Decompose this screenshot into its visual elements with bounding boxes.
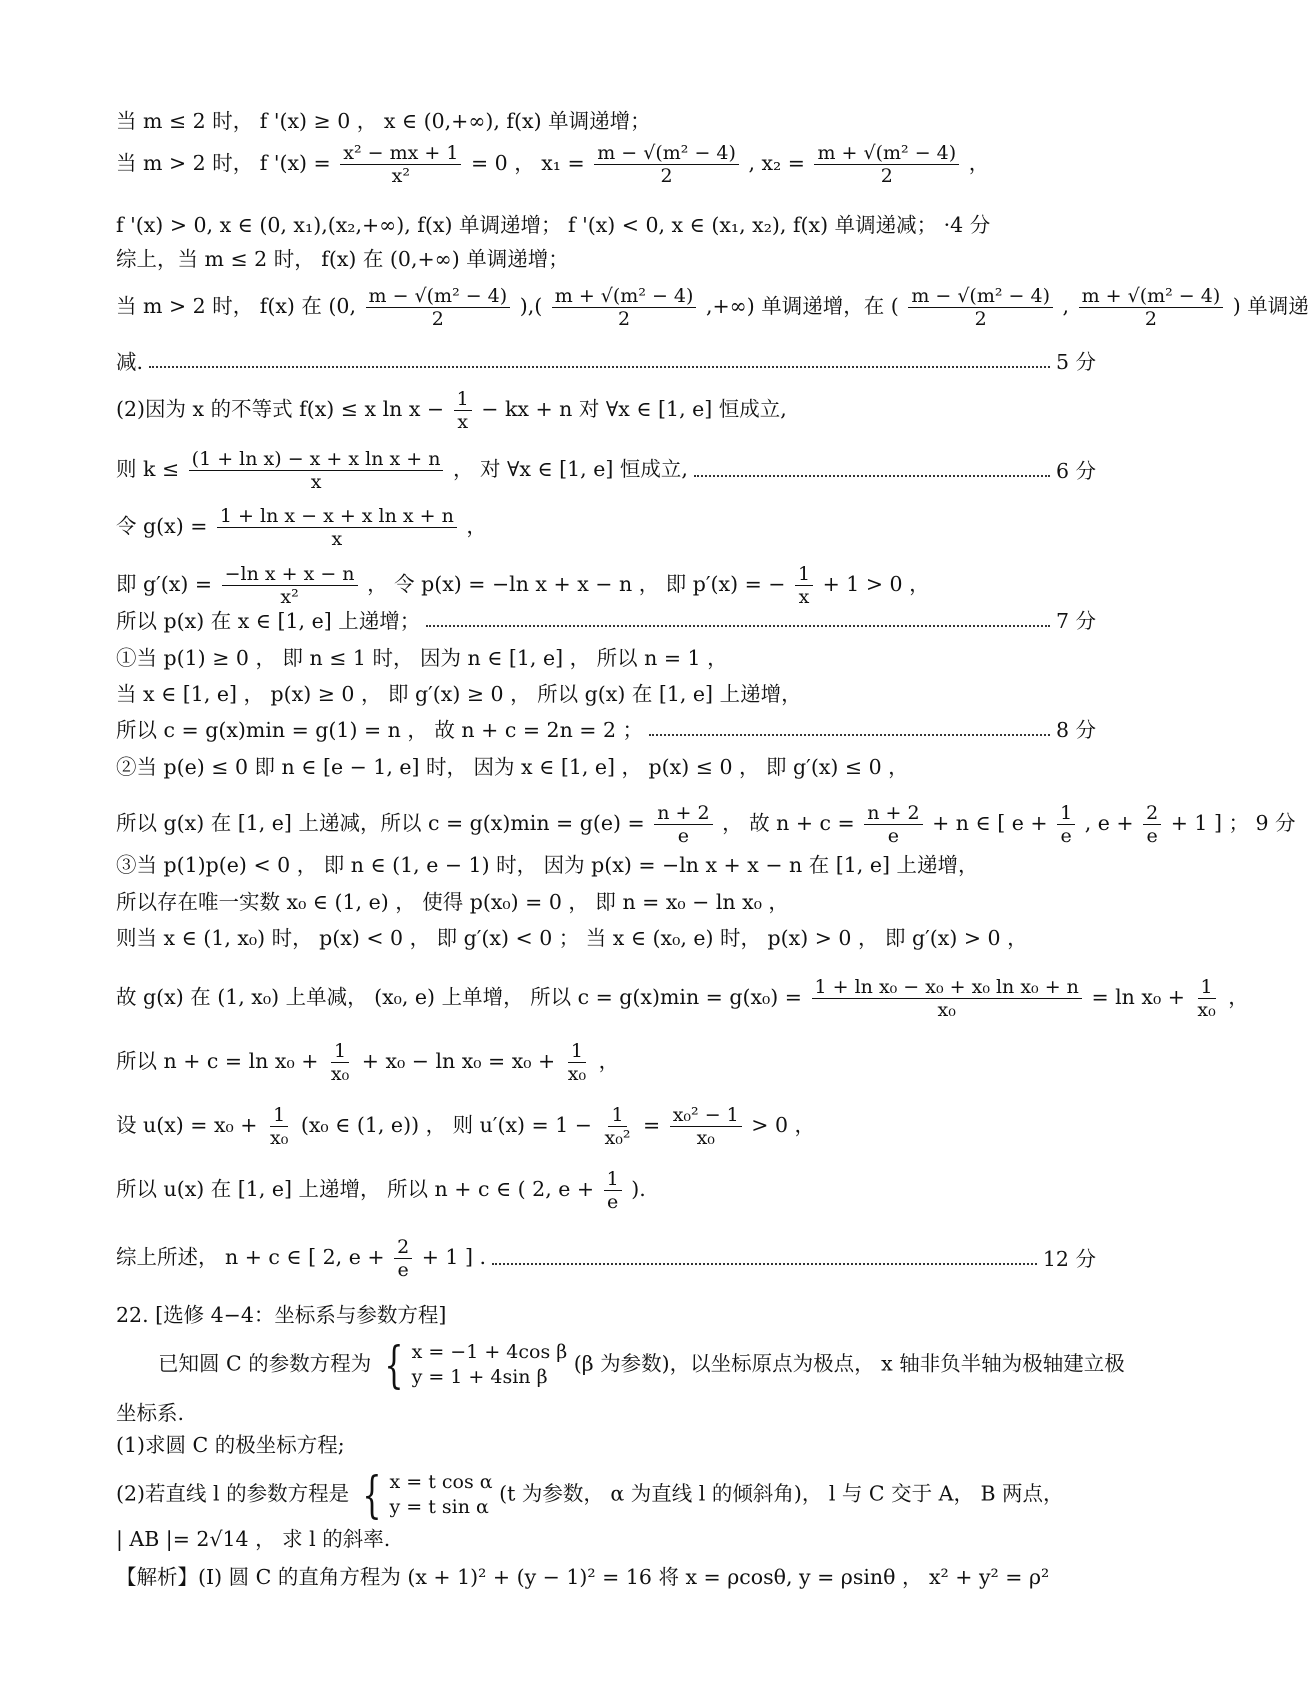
brace-icon: { bbox=[362, 1466, 382, 1524]
math-span bbox=[116, 1236, 486, 1281]
math-line bbox=[116, 563, 1096, 608]
math-line bbox=[116, 1466, 1096, 1524]
text-span: > 0 ， bbox=[751, 1113, 816, 1137]
text-line: ①当 p(1) ≥ 0 ， 即 n ≤ 1 时， 因为 n ∈ [1, e] ， 所以 n = 1 ， bbox=[116, 646, 728, 670]
fraction bbox=[814, 142, 959, 187]
denominator: x₀ bbox=[567, 1063, 587, 1085]
numerator: n + 2 bbox=[654, 802, 712, 825]
text-span: ),( bbox=[519, 294, 543, 318]
dot-leader bbox=[694, 475, 1050, 477]
numerator: 1 + ln x₀ − x₀ + x₀ ln x₀ + n bbox=[812, 976, 1082, 999]
dot-leader bbox=[492, 1263, 1037, 1265]
text-span: + n ∈ [ e + bbox=[932, 811, 1048, 835]
fraction bbox=[908, 285, 1053, 330]
text-span: (2)若直线 l 的参数方程是 bbox=[116, 1481, 350, 1506]
numerator: x² − mx + 1 bbox=[340, 142, 461, 165]
denominator: x₀ bbox=[270, 1127, 289, 1149]
math-line bbox=[158, 1336, 1138, 1394]
text-span: 所以 u(x) 在 [1, e] 上递增， 所以 n + c ∈ ( 2, e + bbox=[116, 1177, 595, 1201]
fraction bbox=[222, 563, 358, 608]
text-span: ， bbox=[598, 1049, 620, 1073]
text-span: (x₀ ∈ (1, e)) ， 则 u′(x) = 1 − bbox=[300, 1113, 592, 1137]
numerator: 1 bbox=[270, 1104, 288, 1127]
denominator: e bbox=[887, 825, 900, 847]
fraction bbox=[1057, 802, 1075, 847]
numerator: m + √(m² − 4) bbox=[1079, 285, 1224, 308]
text-span: 综上所述， n + c ∈ [ 2, e + bbox=[116, 1245, 385, 1269]
numerator: 2 bbox=[394, 1236, 412, 1259]
math-line bbox=[116, 142, 1096, 187]
system-rows bbox=[389, 1470, 492, 1520]
score-label: ·4 分 bbox=[943, 213, 991, 237]
denominator: x bbox=[798, 586, 810, 608]
text-line: | AB |= 2√14 ， 求 l 的斜率. bbox=[116, 1527, 391, 1551]
numerator: m − √(m² − 4) bbox=[908, 285, 1053, 308]
denominator: x₀² bbox=[604, 1127, 631, 1149]
numerator: 1 bbox=[604, 1168, 622, 1191]
text-span: = 0 ， x₁ = bbox=[470, 151, 585, 175]
text-span: 所以 n + c = ln x₀ + bbox=[116, 1049, 319, 1073]
text-span: 则 k ≤ bbox=[116, 457, 180, 481]
section-title: 22. [选修 4−4：坐标系与参数方程] bbox=[116, 1303, 447, 1327]
system-row: y = t sin α bbox=[389, 1496, 489, 1518]
numerator: 2 bbox=[1143, 802, 1161, 825]
fraction bbox=[454, 388, 472, 433]
fraction bbox=[670, 1104, 742, 1149]
denominator: x² bbox=[391, 165, 411, 187]
text-line: 坐标系. bbox=[116, 1401, 185, 1425]
fraction bbox=[795, 563, 813, 608]
text-line: 则当 x ∈ (1, x₀) 时， p(x) < 0 ， 即 g′(x) < 0 ； 当 x ∈ (x₀, e) 时， p(x) > 0 ， 即 g′(x) > 0 ， bbox=[116, 926, 1028, 950]
text-span: ). bbox=[631, 1177, 646, 1201]
denominator: x bbox=[310, 471, 322, 493]
denominator: x₀ bbox=[330, 1063, 350, 1085]
text-span: + 1 ] ； 9 分 bbox=[1170, 811, 1296, 835]
denominator: 2 bbox=[431, 308, 444, 330]
text-span: − kx + n 对 ∀x ∈ [1, e] 恒成立, bbox=[481, 397, 787, 421]
math-line bbox=[116, 802, 1296, 847]
text-span: ， bbox=[466, 514, 487, 538]
text-span: ) 单调递 bbox=[1232, 294, 1309, 318]
denominator: x₀ bbox=[937, 999, 956, 1021]
text-line: ③当 p(1)p(e) < 0 ， 即 n ∈ (1, e − 1) 时， 因为 p(x) = −ln x + x − n 在 [1, e] 上递增， bbox=[116, 853, 979, 877]
text-span: 当 m > 2 时， f '(x) = bbox=[116, 151, 331, 175]
numerator: 1 + ln x − x + x ln x + n bbox=[217, 505, 457, 528]
text-span: 所以 g(x) 在 [1, e] 上递减，所以 c = g(x)min = g(e) = bbox=[116, 811, 645, 835]
text-span: (β 为参数)，以坐标原点为极点， x 轴非负半轴为极轴建立极 bbox=[573, 1351, 1125, 1376]
fraction bbox=[602, 1104, 634, 1149]
numerator: n + 2 bbox=[864, 802, 922, 825]
numerator: 1 bbox=[1057, 802, 1075, 825]
denominator: 2 bbox=[974, 308, 987, 330]
numerator: 1 bbox=[608, 1104, 626, 1127]
fraction bbox=[1143, 802, 1161, 847]
solution-line: 【解析】(I) 圆 C 的直角方程为 (x + 1)² + (y − 1)² = 16 将 x = ρcosθ, y = ρsinθ ， x² + y² = ρ² bbox=[116, 1565, 1050, 1589]
denominator: x₀ bbox=[1197, 999, 1216, 1021]
denominator: 2 bbox=[1144, 308, 1157, 330]
fraction bbox=[340, 142, 461, 187]
fraction bbox=[654, 802, 712, 847]
fraction bbox=[328, 1040, 352, 1085]
denominator: x₀ bbox=[696, 1127, 715, 1149]
denominator: x² bbox=[280, 586, 299, 608]
denominator: e bbox=[1146, 825, 1158, 847]
denominator: x bbox=[331, 528, 343, 550]
text-line: 当 x ∈ [1, e] ， p(x) ≥ 0 ， 即 g′(x) ≥ 0 ， 所以 g(x) 在 [1, e] 上递增， bbox=[116, 682, 802, 706]
text-span: 设 u(x) = x₀ + bbox=[116, 1113, 258, 1137]
text-span: ， bbox=[968, 151, 990, 175]
text-span: + 1 > 0 ， bbox=[822, 572, 930, 596]
fraction bbox=[189, 448, 444, 493]
score-label: 6 分 bbox=[1055, 458, 1096, 483]
text-span: ， 对 ∀x ∈ [1, e] 恒成立, bbox=[452, 457, 688, 481]
text-span: 故 g(x) 在 (1, x₀) 上单减， (x₀, e) 上单增， 所以 c = g(x)min = g(x₀) = bbox=[116, 985, 802, 1009]
text-span: 所以 p(x) 在 x ∈ [1, e] 上递增； bbox=[116, 609, 421, 633]
system-row: x = −1 + 4cos β bbox=[411, 1341, 568, 1363]
text-span: f '(x) > 0, x ∈ (0, x₁),(x₂,+∞), f(x) 单调递增； f '(x) < 0, x ∈ (x₁, x₂), f(x) 单调递减； bbox=[116, 213, 938, 237]
score-label: 12 分 bbox=[1042, 1246, 1096, 1271]
numerator: 1 bbox=[1198, 976, 1216, 999]
text-line bbox=[116, 210, 1096, 240]
math-line bbox=[116, 285, 1309, 330]
fraction bbox=[394, 1236, 412, 1281]
numerator: (1 + ln x) − x + x ln x + n bbox=[189, 448, 444, 471]
scored-line bbox=[116, 347, 1096, 377]
numerator: x₀² − 1 bbox=[670, 1104, 742, 1127]
math-line bbox=[116, 976, 1249, 1021]
text-span: , x₂ = bbox=[748, 151, 805, 175]
equation-system bbox=[378, 1336, 568, 1394]
denominator: x bbox=[457, 411, 469, 433]
text-span: 所以 c = g(x)min = g(1) = n ， 故 n + c = 2n = 2 ； bbox=[116, 718, 644, 742]
text-line: 所以存在唯一实数 x₀ ∈ (1, e) ， 使得 p(x₀) = 0 ， 即 n = x₀ − ln x₀ ， bbox=[116, 890, 789, 914]
text-span: 令 g(x) = bbox=[116, 514, 208, 538]
fraction bbox=[217, 505, 457, 550]
text-span: ， 令 p(x) = −ln x + x − n ， 即 p′(x) = − bbox=[367, 572, 786, 596]
text-span: 即 g′(x) = bbox=[116, 572, 213, 596]
numerator: m − √(m² − 4) bbox=[594, 142, 739, 165]
scored-line bbox=[116, 715, 1096, 745]
fraction bbox=[1079, 285, 1224, 330]
fraction bbox=[812, 976, 1082, 1021]
text-line: 综上，当 m ≤ 2 时， f(x) 在 (0,+∞) 单调递增； bbox=[116, 247, 569, 271]
dot-leader bbox=[649, 734, 1050, 736]
numerator: −ln x + x − n bbox=[222, 563, 358, 586]
math-span bbox=[116, 448, 688, 493]
text-line: ②当 p(e) ≤ 0 即 n ∈ [e − 1, e] 时， 因为 x ∈ [1, e] ， p(x) ≤ 0 ， 即 g′(x) ≤ 0 ， bbox=[116, 755, 909, 779]
denominator: 2 bbox=[660, 165, 673, 187]
score-label: 7 分 bbox=[1055, 609, 1096, 633]
numerator: 1 bbox=[795, 563, 813, 586]
fraction bbox=[1194, 976, 1218, 1021]
text-span: ,+∞) 单调递增，在 ( bbox=[705, 294, 899, 318]
fraction bbox=[267, 1104, 291, 1149]
numerator: m + √(m² − 4) bbox=[552, 285, 697, 308]
text-span: (t 为参数， α 为直线 l 的倾斜角)， l 与 C 交于 A， B 两点， bbox=[499, 1481, 1064, 1506]
system-rows bbox=[412, 1340, 568, 1390]
text-line: 当 m ≤ 2 时， f '(x) ≥ 0 ， x ∈ (0,+∞), f(x) 单调递增； bbox=[116, 109, 651, 133]
denominator: e bbox=[397, 1259, 409, 1281]
numerator: 1 bbox=[568, 1040, 586, 1063]
text-span: = bbox=[643, 1113, 661, 1137]
math-line bbox=[116, 1104, 1096, 1149]
math-line bbox=[116, 1040, 1096, 1085]
denominator: 2 bbox=[880, 165, 893, 187]
score-label: 5 分 bbox=[1055, 350, 1096, 374]
math-line bbox=[116, 505, 1096, 550]
math-line bbox=[116, 388, 1096, 433]
text-span: + 1 ] . bbox=[421, 1245, 486, 1269]
denominator: e bbox=[1060, 825, 1072, 847]
scored-line bbox=[116, 606, 1096, 636]
fraction bbox=[864, 802, 922, 847]
score-label: 8 分 bbox=[1055, 718, 1096, 742]
fraction bbox=[366, 285, 511, 330]
denominator: e bbox=[677, 825, 689, 847]
denominator: 2 bbox=[618, 308, 631, 330]
text-span: 减. bbox=[116, 350, 144, 374]
dot-leader bbox=[426, 625, 1050, 627]
text-span: 已知圆 C 的参数方程为 bbox=[158, 1351, 372, 1376]
denominator: e bbox=[607, 1191, 619, 1213]
fraction bbox=[565, 1040, 589, 1085]
text-span: ， 故 n + c = bbox=[722, 811, 855, 835]
text-span: = ln x₀ + bbox=[1091, 985, 1185, 1009]
brace-icon: { bbox=[384, 1336, 404, 1394]
system-row: x = t cos α bbox=[389, 1471, 493, 1493]
fraction bbox=[552, 285, 697, 330]
text-span: ， bbox=[1228, 985, 1249, 1009]
dot-leader bbox=[149, 366, 1050, 368]
numerator: m − √(m² − 4) bbox=[366, 285, 511, 308]
text-line: (1)求圆 C 的极坐标方程; bbox=[116, 1433, 345, 1457]
equation-system bbox=[356, 1466, 493, 1524]
text-span: 当 m > 2 时， f(x) 在 (0, bbox=[116, 294, 356, 318]
text-span: + x₀ − ln x₀ = x₀ + bbox=[361, 1049, 556, 1073]
text-span: , e + bbox=[1084, 811, 1134, 835]
fraction bbox=[594, 142, 739, 187]
text-span: , bbox=[1062, 294, 1070, 318]
numerator: 1 bbox=[331, 1040, 349, 1063]
numerator: 1 bbox=[454, 388, 472, 411]
scored-line bbox=[116, 448, 1096, 493]
math-line bbox=[116, 1168, 1096, 1213]
text-span: (2)因为 x 的不等式 f(x) ≤ x ln x − bbox=[116, 397, 445, 421]
numerator: m + √(m² − 4) bbox=[814, 142, 959, 165]
fraction bbox=[604, 1168, 622, 1213]
system-row: y = 1 + 4sin β bbox=[411, 1366, 548, 1388]
scored-line bbox=[116, 1236, 1096, 1281]
